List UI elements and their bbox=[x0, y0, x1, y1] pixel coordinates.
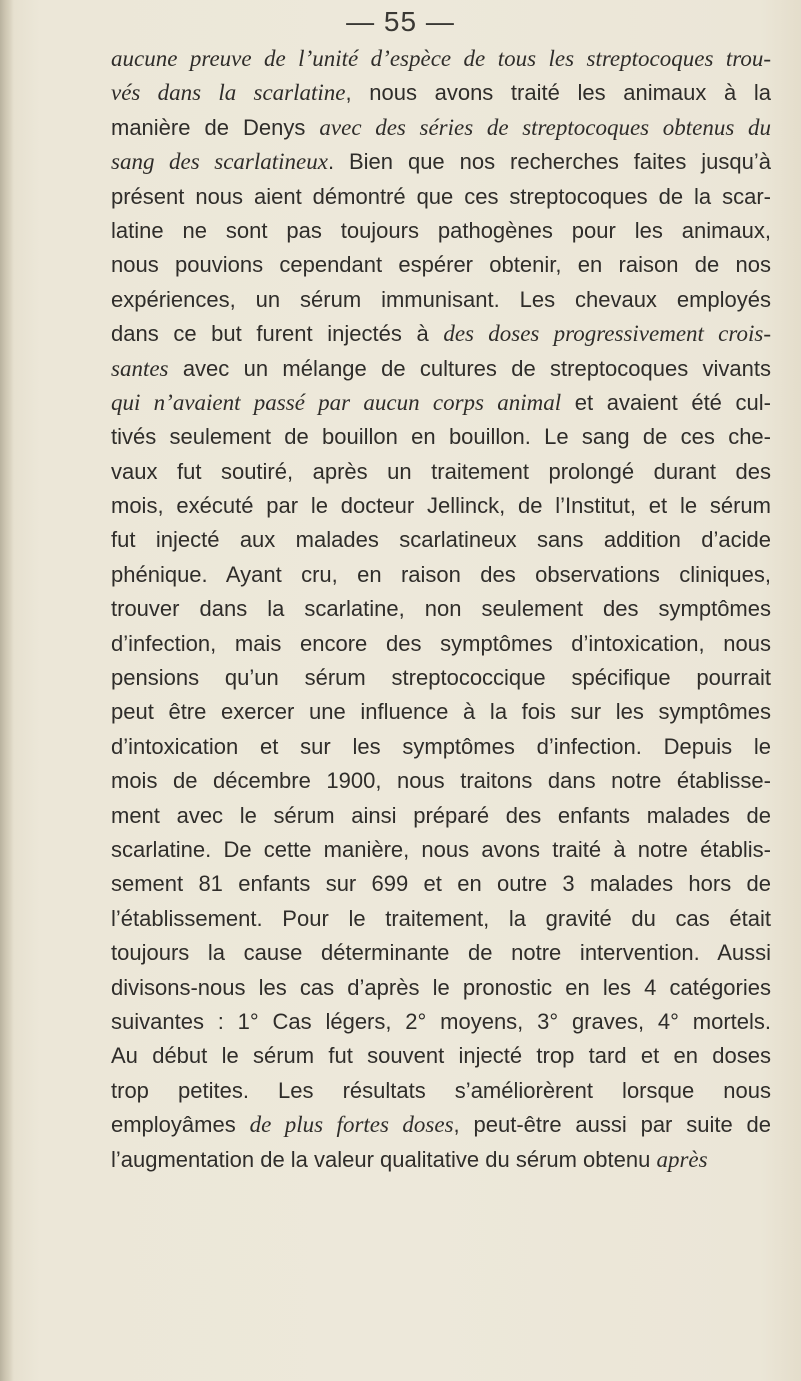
text-line bbox=[111, 833, 771, 867]
text-line bbox=[111, 214, 771, 248]
text-line bbox=[111, 592, 771, 626]
text-run: pensions qu’un sérum streptococcique spécifique pourrait bbox=[111, 665, 771, 691]
text-line bbox=[111, 1039, 771, 1073]
italic-text: aucune preuve de l’unité d’espèce de tous les streptocoques trou- bbox=[111, 46, 771, 71]
text-run: et avaient été cul- bbox=[561, 389, 771, 415]
text-run: trouver dans la scarlatine, non seulement des symptômes bbox=[111, 596, 771, 622]
text-line bbox=[111, 145, 771, 179]
text-line bbox=[111, 695, 771, 729]
text-run: nous pouvions cependant espérer obtenir, en raison de nos bbox=[111, 252, 771, 278]
text-line bbox=[111, 523, 771, 557]
text-line bbox=[111, 1074, 771, 1108]
italic-text: santes bbox=[111, 355, 169, 381]
text-line bbox=[111, 386, 771, 420]
text-line bbox=[111, 283, 771, 317]
text-line bbox=[111, 1143, 771, 1177]
text-line bbox=[111, 180, 771, 214]
text-run: , nous avons traité les animaux à la bbox=[345, 80, 771, 106]
italic-text: des doses progressivement crois- bbox=[443, 321, 771, 347]
text-line bbox=[111, 661, 771, 695]
text-run: manière de Denys bbox=[111, 114, 320, 140]
text-run: l’établissement. Pour le traitement, la gravité du cas était bbox=[111, 905, 771, 931]
text-run: scarlatine. De cette manière, nous avons traité à notre établis- bbox=[111, 836, 771, 862]
text-line bbox=[111, 420, 771, 454]
italic-text: sang des scarlatineux bbox=[111, 149, 328, 175]
binding-shadow bbox=[0, 0, 14, 1381]
text-line bbox=[111, 455, 771, 489]
text-line bbox=[111, 317, 771, 351]
text-run: expériences, un sérum immunisant. Les chevaux employés bbox=[111, 286, 771, 312]
text-line bbox=[111, 1005, 771, 1039]
page-number: — 55 — bbox=[346, 6, 455, 37]
text-run: divisons-nous les cas d’après le pronostic en les 4 catégories bbox=[111, 974, 771, 1000]
italic-text: scarlatine bbox=[253, 80, 346, 106]
text-run: mois de décembre 1900, nous traitons dans notre établisse- bbox=[111, 768, 771, 794]
text-line bbox=[111, 1108, 771, 1142]
text-line bbox=[111, 111, 771, 145]
text-run: latine ne sont pas toujours pathogènes pour les animaux, bbox=[111, 217, 771, 243]
text-line bbox=[111, 867, 771, 901]
italic-text: avec des séries de streptocoques obtenus du bbox=[319, 114, 772, 140]
text-run: d’intoxication et sur les symptômes d’infection. Depuis le bbox=[111, 733, 771, 759]
text-run: . Bien que nos recherches faites jusqu’à bbox=[327, 149, 771, 175]
text-run: toujours la cause déterminante de notre intervention. Aussi bbox=[111, 940, 771, 966]
italic-text: vés dans la bbox=[111, 80, 254, 106]
text-run: mois, exécuté par le docteur Jellinck, de l’Institut, et le sérum bbox=[111, 493, 771, 519]
text-line bbox=[111, 42, 771, 76]
text-run: phénique. Ayant cru, en raison des observations cliniques, bbox=[111, 561, 771, 587]
text-run: employâmes bbox=[111, 1112, 250, 1138]
text-line bbox=[111, 489, 771, 523]
text-run: tivés seulement de bouillon en bouillon. Le sang de ces che- bbox=[111, 424, 771, 450]
text-line bbox=[111, 799, 771, 833]
text-run: , peut-être aussi par suite de bbox=[453, 1112, 771, 1138]
text-line bbox=[111, 76, 771, 110]
body-text bbox=[111, 42, 771, 1177]
text-run: Au début le sérum fut souvent injecté trop tard et en doses bbox=[111, 1043, 771, 1069]
italic-text: de plus fortes doses bbox=[249, 1112, 454, 1138]
text-line bbox=[111, 558, 771, 592]
italic-text: après bbox=[656, 1146, 708, 1172]
text-line bbox=[111, 627, 771, 661]
text-run: suivantes : 1° Cas légers, 2° moyens, 3° graves, 4° mortels. bbox=[111, 1008, 771, 1034]
text-run: trop petites. Les résultats s’améliorèrent lorsque nous bbox=[111, 1077, 771, 1103]
text-run: vaux fut soutiré, après un traitement prolongé durant des bbox=[111, 458, 771, 484]
text-run: peut être exercer une influence à la fois sur les symptômes bbox=[111, 699, 771, 725]
text-run: fut injecté aux malades scarlatineux sans addition d’acide bbox=[111, 527, 771, 553]
text-run: ment avec le sérum ainsi préparé des enfants malades de bbox=[111, 802, 771, 828]
text-run: l’augmentation de la valeur qualitative du sérum obtenu bbox=[111, 1146, 657, 1172]
text-line bbox=[111, 902, 771, 936]
text-run: dans ce but furent injectés à bbox=[111, 321, 444, 347]
text-line bbox=[111, 764, 771, 798]
text-line bbox=[111, 971, 771, 1005]
text-line bbox=[111, 730, 771, 764]
italic-text: qui n’avaient passé par aucun corps animal bbox=[111, 389, 562, 415]
text-line bbox=[111, 352, 771, 386]
text-run: sement 81 enfants sur 699 et en outre 3 malades hors de bbox=[111, 871, 771, 897]
text-run: présent nous aient démontré que ces streptocoques de la scar- bbox=[111, 183, 771, 209]
text-run: avec un mélange de cultures de streptocoques vivants bbox=[168, 355, 771, 381]
text-run: d’infection, mais encore des symptômes d’intoxication, nous bbox=[111, 630, 771, 656]
text-line bbox=[111, 936, 771, 970]
text-line bbox=[111, 248, 771, 282]
